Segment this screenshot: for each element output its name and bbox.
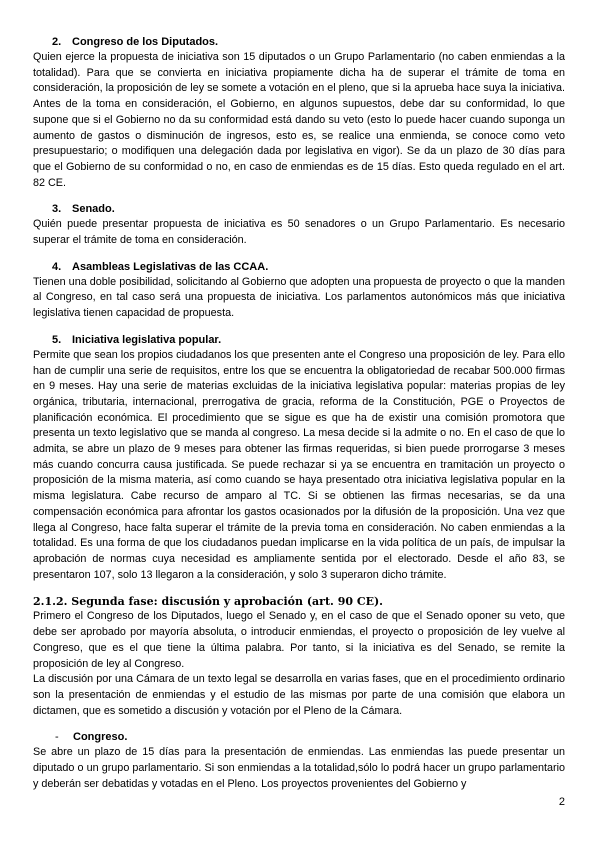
heading-number: 3. — [52, 203, 62, 216]
heading-title: Asambleas Legislativas de las CCAA. — [72, 260, 269, 273]
heading-asambleas — [33, 260, 565, 275]
page-number: 2 — [558, 796, 565, 808]
heading-number: 4. — [52, 260, 62, 273]
bullet-dash: - — [55, 731, 59, 744]
heading-title: Iniciativa legislativa popular. — [72, 333, 222, 346]
bullet-title: Congreso. — [73, 731, 128, 744]
document-page — [33, 35, 565, 792]
paragraph-congreso: Quien ejerce la propuesta de iniciativa son 15 diputados o un Grupo Parlamentario (no caben enmiendas a la totalidad). Para que se convierta en iniciativa propiamente dicha ha de superar el trámite de toma en consideración, la proposición de ley se somete a votación en el pleno, que si la aprueba hace suya la iniciativa. Antes de la toma en consideración, el Gobierno, en algunos supuestos, debe dar su conformidad, lo que supone que si el Gobierno no da su conformidad está dando su veto (esto lo puede hacer cuando suponga un aumento de gastos o disminución de ingresos, esto es, se realice una enmienda, se conoce como veto presupuestario; o modifiquen una delegación dada por legislativa en vigor). Se da un plazo de 30 días para que el Gobierno de su conformidad o no, en caso de enmiendas es de 15 días. Esto queda regulado en el art. 82 CE. — [33, 51, 565, 189]
heading-senado — [33, 202, 565, 217]
heading-congreso — [33, 35, 565, 50]
heading-title: Congreso de los Diputados. — [72, 36, 219, 48]
heading-title: Senado. — [72, 203, 115, 216]
bullet-heading-congreso — [33, 730, 565, 745]
paragraph-segunda-fase-1: Primero el Congreso de los Diputados, luego el Senado y, en el caso de que el Senado oponer su veto, que debe ser aprobado por mayoría absoluta, o introducir enmiendas, el proyecto o proposición de ley vuelve al Congreso, que es el que tiene la última palabra. Por tanto, si la iniciativa es del Senado, se remite la proposición de ley al Congreso. — [33, 610, 565, 670]
heading-popular — [33, 333, 565, 348]
paragraph-asambleas: Tienen una doble posibilidad, solicitando al Gobierno que adopten una propuesta de proyecto o que la manden al Congreso, en tal caso será una propuesta de iniciativa. Los parlamentos autonómicos más que iniciativa legislativa tienen capacidad de propuesta. — [33, 275, 565, 320]
paragraph-senado: Quién puede presentar propuesta de iniciativa es 50 senadores o un Grupo Parlamentario. Es necesario superar el trámite de toma en consideración. — [33, 218, 565, 247]
paragraph-segunda-fase-2: La discusión por una Cámara de un texto legal se desarrolla en varias fases, que en el procedimiento ordinario son la presentación de enmiendas y el estudio de las mismas por parte de una comisión que elabora un dictamen, que es sometido a discusión y votación por el Pleno de la Cámara. — [33, 673, 565, 717]
paragraph-popular: Permite que sean los propios ciudadanos los que presenten ante el Congreso una proposición de ley. Para ello han de cumplir una serie de requisitos, entre los que se encuentra la obligatoriedad de recabar 500.000 firmas en 9 meses. Hay una serie de materias excluidas de la iniciativa legislativa popular: materias propias de ley orgánica, tributaria, internacional, prerrogativa de gracia, reforma de la Constitución, PGE o Proyectos de planificación económica. El procedimiento que se sigue es que ha de existir una comisión promotora que presenta un texto legislativo que se manda al congreso. La mesa decide si la admite o no. En el caso de que lo admita, se abre un plazo de 9 meses para obtener las firmas requeridas, si bien puede prorrogarse 3 meses más cuando concurra causa justificada. Se puede rechazar si ya se encuentra en tramitación un proyecto o proposición de la misma materia, así como cuando se haya presentado otra iniciativa legislativa popular en la misma legislatura. Cabe recurso de amparo al TC. Si se obtienen las firmas necesarias, se da una compensación económica para afrontar los gastos ocasionados por la difusión de la proposición. Una vez que llega al Congreso, hace falta superar el trámite de la previa toma en consideración. No caben enmiendas a la totalidad. Es una forma de que los ciudadanos puedan implicarse en la vida política de un país, de impulsar la aprobación de normas cuya necesidad es ampliamente sentida por el electorado. Desde el año 83, se presentaron 107, solo 13 llegaron a la consideración, y solo 3 superaron dicho trámite. — [33, 348, 565, 581]
heading-number: 2. — [52, 36, 62, 48]
section-title-segunda-fase: 2.1.2. Segunda fase: discusión y aprobación (art. 90 CE). — [33, 595, 384, 609]
heading-number: 5. — [52, 333, 62, 346]
paragraph-congreso-fase: Se abre un plazo de 15 días para la presentación de enmiendas. Las enmiendas las puede presentar un diputado o un grupo parlamentario. Si son enmiendas a la totalidad,sólo lo podrá hacer un grupo parlamentario y deberán ser debatidas y votadas en el Pleno. Los proyectos provenientes del Gobierno y — [33, 746, 565, 790]
